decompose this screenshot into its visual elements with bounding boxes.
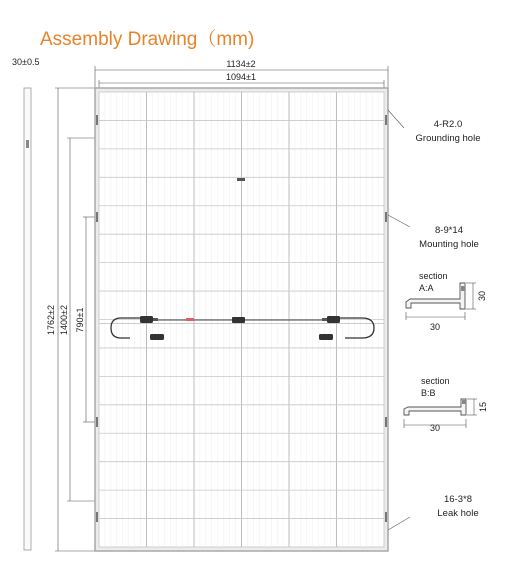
grounding-label: Grounding hole — [415, 133, 481, 145]
height-mount-label: 1400±2 — [59, 305, 69, 335]
page-title: Assembly Drawing（mm) — [40, 29, 255, 50]
section-a-label — [419, 271, 448, 294]
section-b-width: 30 — [429, 423, 441, 433]
height-mid-label: 790±1 — [75, 307, 85, 333]
section-b-label — [421, 376, 450, 399]
mounting-hole-note — [419, 224, 479, 253]
leak-hole-note — [437, 493, 478, 522]
section-b-profile — [404, 399, 466, 415]
mounting-spec: 8-9*14 — [435, 225, 463, 236]
section-b-id: B:B — [421, 387, 436, 398]
width-inner-label: 1094±1 — [226, 72, 256, 82]
section-a-height: 30 — [477, 290, 487, 302]
side-marker — [26, 140, 29, 148]
section-b-height: 15 — [478, 401, 488, 413]
section-a-title: section — [419, 271, 448, 281]
leader-lines — [388, 110, 410, 530]
section-a-id: A:A — [419, 282, 434, 293]
section-b-lip — [462, 400, 466, 404]
leak-spec: 16-3*8 — [443, 494, 472, 505]
height-total-label: 1762±2 — [46, 305, 56, 335]
width-outer-label: 1134±2 — [226, 59, 256, 69]
leak-label: Leak hole — [437, 508, 479, 520]
grounding-hole-note — [416, 118, 481, 147]
section-a-width: 30 — [429, 322, 441, 332]
side-profile — [24, 88, 31, 550]
mounting-label: Mounting hole — [419, 239, 479, 251]
grounding-spec: 4-R2.0 — [433, 119, 463, 130]
thickness-label: 30±0.5 — [12, 57, 40, 67]
section-a-lip — [461, 286, 465, 291]
section-b-title: section — [421, 376, 450, 386]
